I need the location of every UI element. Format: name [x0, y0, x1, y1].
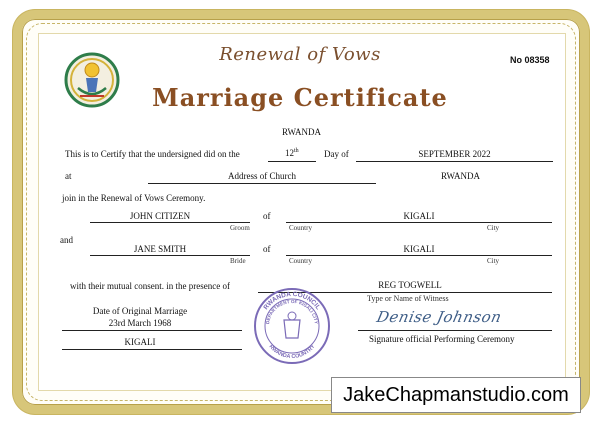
rwanda-emblem-icon	[64, 52, 120, 108]
groom-name: JOHN CITIZEN	[129, 211, 191, 221]
original-marriage-label: Date of Original Marriage	[92, 306, 188, 316]
witness-label: Type or Name of Witness	[367, 294, 449, 303]
at-label: at	[65, 171, 72, 181]
bride-city: KIGALI	[403, 244, 435, 254]
original-place-line	[62, 349, 242, 350]
watermark-label: JakeChapmanstudio.com	[331, 377, 581, 413]
svg-text:RWANDA COUNTRY	[268, 344, 317, 361]
day-of-label: Day of	[324, 149, 349, 159]
bride-role-label: Bride	[230, 257, 246, 265]
location-country: RWANDA	[441, 171, 481, 181]
groom-location-line	[286, 222, 552, 223]
and-label: and	[60, 235, 73, 245]
signature-line	[358, 330, 552, 331]
bride-country-label: Country	[289, 257, 312, 265]
intro-text: This is to Certify that the undersigned did on the	[65, 149, 240, 159]
stamp-ring-text: DEPARTMENT OF KIGALI CITY	[265, 298, 319, 325]
stamp-top-text: RWANDA COUNCIL	[262, 290, 322, 312]
country-header: RWANDA	[282, 127, 322, 137]
official-signature: Denise Johnson	[375, 308, 504, 326]
bride-name: JANE SMITH	[133, 244, 187, 254]
official-stamp-icon	[252, 286, 332, 366]
consent-text: with their mutual consent. in the presence of	[70, 281, 230, 291]
bride-city-label: City	[487, 257, 500, 265]
original-marriage-date: 23rd March 1968	[108, 318, 172, 328]
groom-city-label: City	[487, 224, 500, 232]
groom-country-label: Country	[289, 224, 312, 232]
original-date-line	[62, 330, 242, 331]
month-year-value: SEPTEMBER 2022	[418, 149, 491, 159]
original-marriage-place: KIGALI	[124, 337, 156, 347]
address-line	[148, 183, 376, 184]
stamp-bottom-text: RWANDA COUNTRY	[267, 343, 317, 361]
witness-name: REG TOGWELL	[378, 280, 442, 290]
certificate-number: No 08358	[510, 55, 550, 65]
address-value: Address of Church	[228, 171, 296, 181]
groom-of-label: of	[263, 211, 271, 221]
bride-location-line	[286, 255, 552, 256]
groom-line	[90, 222, 250, 223]
groom-role-label: Groom	[230, 224, 250, 232]
day-value: 12th	[285, 148, 299, 158]
bride-of-label: of	[263, 244, 271, 254]
day-line	[268, 161, 316, 162]
certificate-title: Marriage Certificate	[152, 83, 448, 112]
groom-city: KIGALI	[403, 211, 435, 221]
join-text: join in the Renewal of Vows Ceremony.	[62, 193, 206, 203]
day-suffix: th	[294, 148, 299, 154]
official-signature-label: Signature official Performing Ceremony	[369, 334, 515, 344]
certificate-subtitle: Renewal of Vows	[219, 44, 381, 65]
bride-line	[90, 255, 250, 256]
month-line	[356, 161, 553, 162]
